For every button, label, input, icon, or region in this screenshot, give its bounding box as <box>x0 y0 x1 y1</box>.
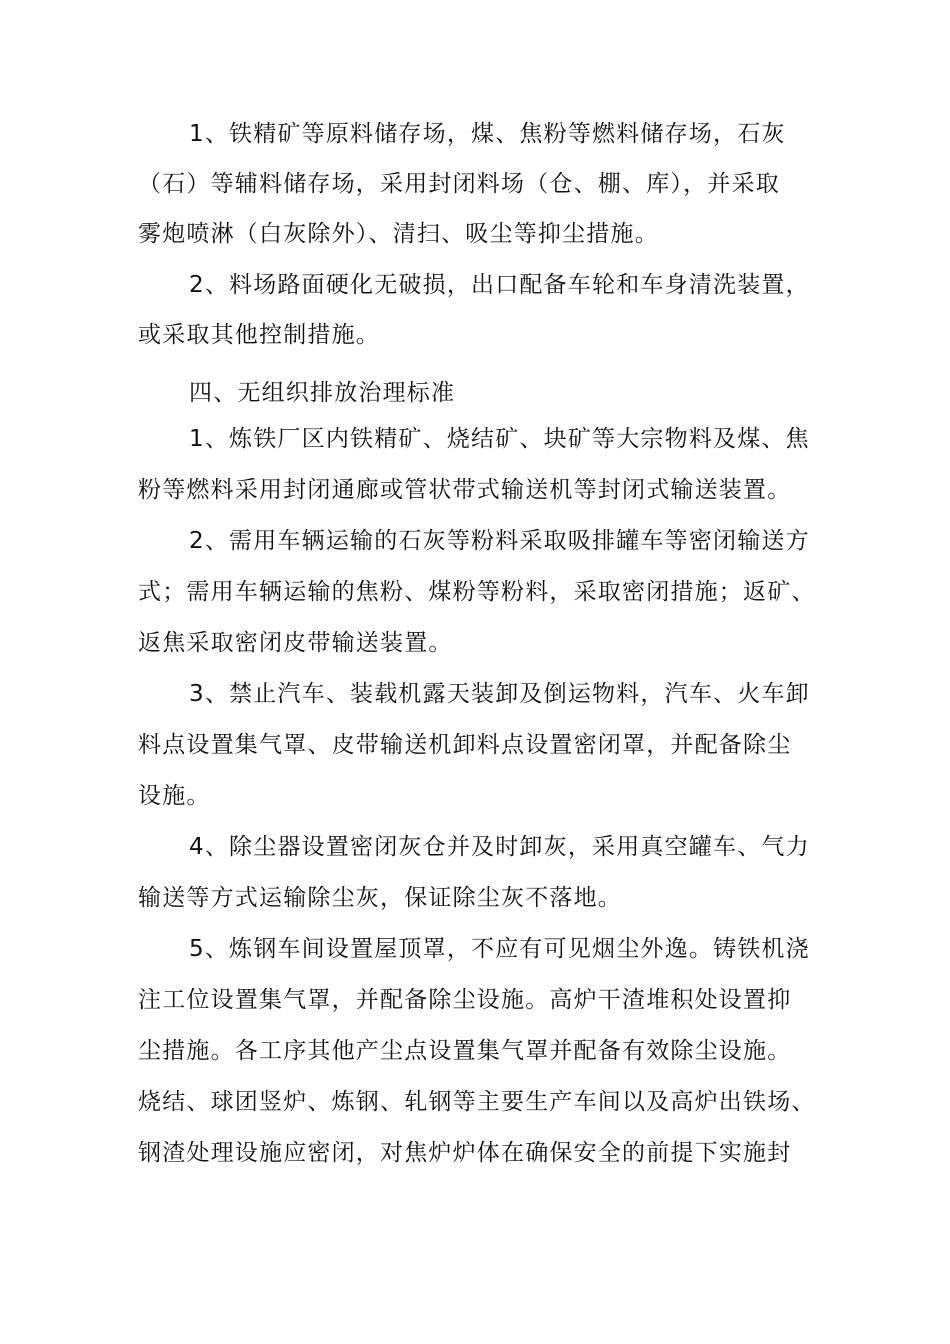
paragraph-7-line-3: 尘措施。各工序其他产尘点设置集气罩并配备有效除尘设施。 <box>138 1038 792 1064</box>
section-heading: 四、无组织排放治理标准 <box>189 380 456 406</box>
paragraph-1-line-2: （石）等辅料储存场，采用封闭料场（仓、棚、库），并采取 <box>138 171 780 197</box>
paragraph-2-line-1: 2、料场路面硬化无破损，出口配备车轮和车身清洗装置， <box>189 272 810 298</box>
paragraph-2-line-2: 或采取其他控制措施。 <box>138 322 380 348</box>
paragraph-3-line-1: 1、炼铁厂区内铁精矿、烧结矿、块矿等大宗物料及煤、焦 <box>189 426 810 452</box>
paragraph-3-line-2: 粉等燃料采用封闭通廊或管状带式输送机等封闭式输送装置。 <box>138 477 792 503</box>
paragraph-5-line-2: 料点设置集气罩、皮带输送机卸料点设置密闭罩，并配备除尘 <box>138 732 792 758</box>
paragraph-7-line-4: 烧结、球团竖炉、炼钢、轧钢等主要生产车间以及高炉出铁场、 <box>138 1089 816 1115</box>
paragraph-4-line-3: 返焦采取密闭皮带输送装置。 <box>138 630 453 656</box>
paragraph-1-line-1: 1、铁精矿等原料储存场，煤、焦粉等燃料储存场，石灰 <box>189 121 786 147</box>
paragraph-4-line-1: 2、需用车辆运输的石灰等粉料采取吸排罐车等密闭输送方 <box>189 528 810 554</box>
paragraph-6-line-1: 4、除尘器设置密闭灰仓并及时卸灰，采用真空罐车、气力 <box>189 834 810 860</box>
paragraph-4-line-2: 式；需用车辆运输的焦粉、煤粉等粉料，采取密闭措施；返矿、 <box>138 579 816 605</box>
paragraph-6-line-2: 输送等方式运输除尘灰，保证除尘灰不落地。 <box>138 885 622 911</box>
paragraph-1-line-3: 雾炮喷淋（白灰除外）、清扫、吸尘等抑尘措施。 <box>138 221 659 247</box>
paragraph-7-line-2: 注工位设置集气罩，并配备除尘设施。高炉干渣堆积处设置抑 <box>138 987 792 1013</box>
paragraph-5-line-1: 3、禁止汽车、装载机露天装卸及倒运物料，汽车、火车卸 <box>189 681 810 707</box>
paragraph-7-line-1: 5、炼钢车间设置屋顶罩，不应有可见烟尘外逸。铸铁机浇 <box>189 936 810 962</box>
paragraph-5-line-3: 设施。 <box>138 783 211 809</box>
paragraph-7-line-5: 钢渣处理设施应密闭，对焦炉炉体在确保安全的前提下实施封 <box>138 1140 792 1166</box>
